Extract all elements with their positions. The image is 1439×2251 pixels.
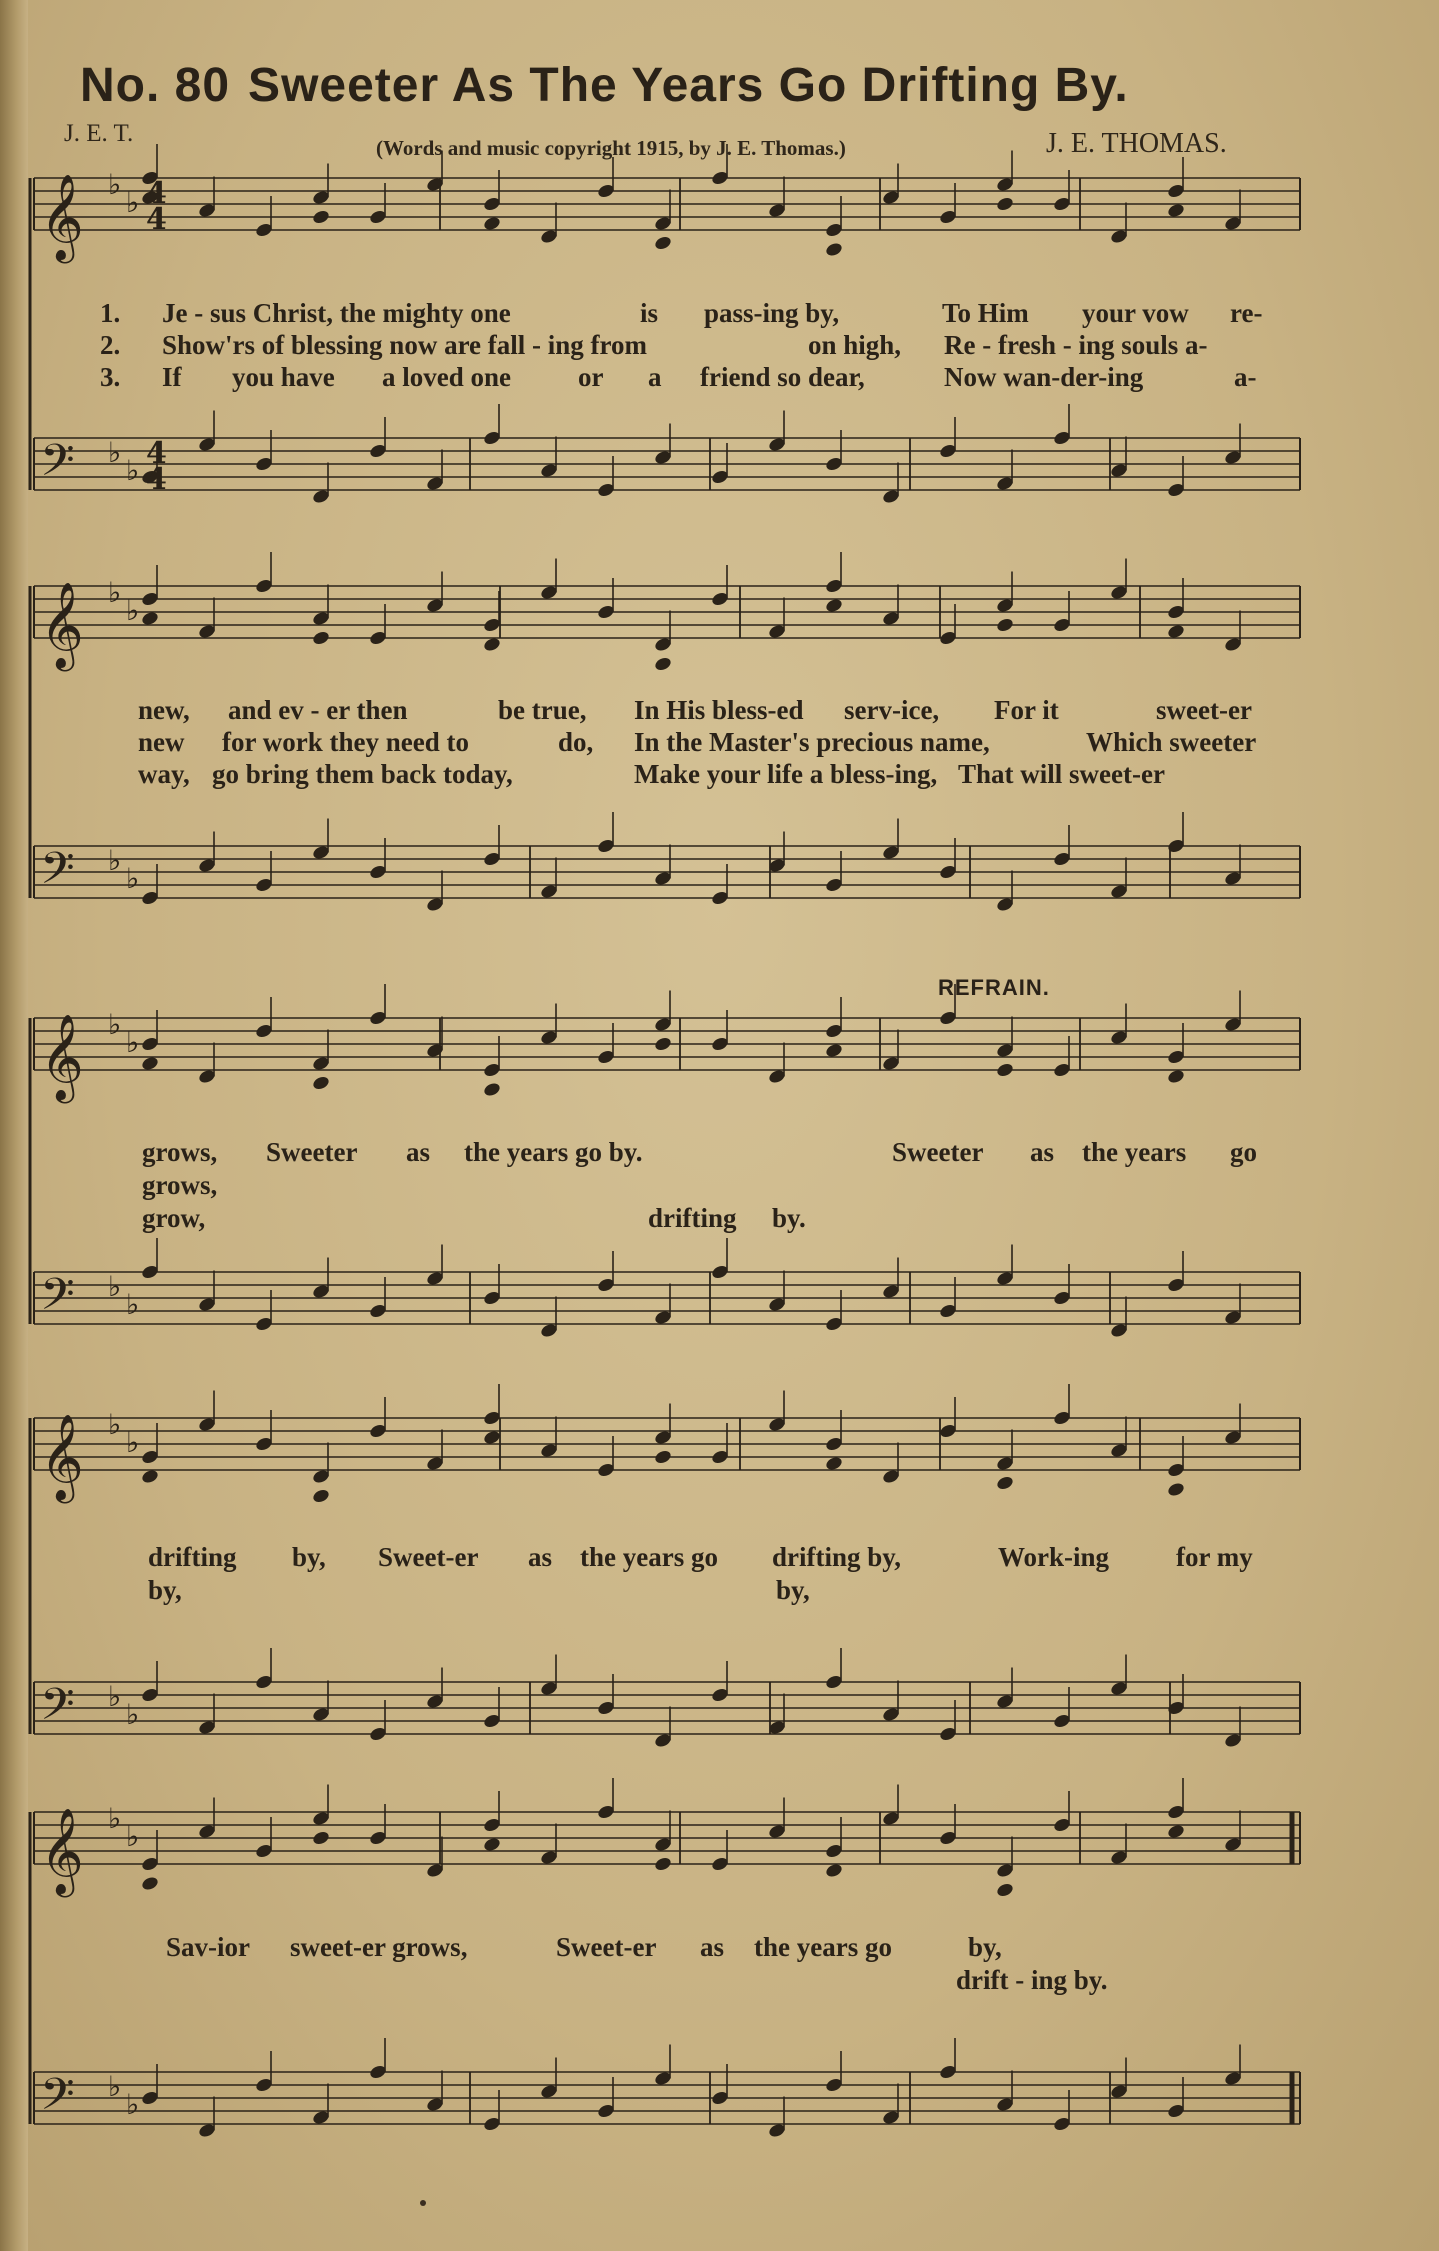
- lyric: serv-ice,: [844, 695, 940, 725]
- lyric: Sweeter: [266, 1137, 358, 1167]
- flat-icon: ♭: [108, 436, 122, 469]
- bass-clef-icon: 𝄢: [40, 1678, 75, 1741]
- flat-icon: ♭: [126, 1288, 140, 1321]
- treble-clef-icon: 𝄞: [40, 1808, 84, 1894]
- lyric: In His bless-ed: [634, 695, 804, 725]
- note-head: [1166, 1481, 1185, 1498]
- note-head: [653, 656, 672, 673]
- lyric: the years go: [580, 1542, 718, 1572]
- lyric: sweet-er grows,: [290, 1932, 468, 1962]
- treble-clef-icon: 𝄞: [40, 582, 84, 668]
- time-signature: 4: [146, 462, 167, 497]
- lyric: by.: [772, 1203, 806, 1233]
- note-head: [995, 1882, 1014, 1899]
- lyric: drifting by,: [772, 1542, 902, 1572]
- lyric: pass-ing by,: [704, 298, 840, 328]
- lyric: by,: [148, 1575, 182, 1605]
- flat-icon: ♭: [126, 1026, 140, 1059]
- flat-icon: ♭: [126, 1698, 140, 1731]
- lyric: be true,: [498, 695, 587, 725]
- words-by: J. E. T.: [64, 120, 134, 147]
- flat-icon: ♭: [108, 2070, 122, 2103]
- note-head: [995, 1062, 1014, 1079]
- lyric: for my: [1176, 1542, 1253, 1572]
- flat-icon: ♭: [108, 1408, 122, 1441]
- lyric: by,: [292, 1542, 326, 1572]
- flat-icon: ♭: [108, 576, 122, 609]
- music-by: J. E. THOMAS.: [1046, 128, 1227, 159]
- lyric: and ev - er then: [228, 695, 408, 725]
- lyric: Sweeter: [892, 1137, 984, 1167]
- flat-icon: ♭: [126, 454, 140, 487]
- lyric: do,: [558, 727, 594, 757]
- lyric: new: [138, 727, 185, 757]
- note-head: [653, 1856, 672, 1873]
- lyric: Sav-ior: [166, 1932, 250, 1962]
- hymn-number: No. 80: [80, 59, 231, 112]
- lyric: a loved one: [382, 362, 512, 392]
- flat-icon: ♭: [108, 844, 122, 877]
- hymn-title-text: Sweeter As The Years Go Drifting By.: [248, 59, 1129, 112]
- lyric: Je - sus Christ, the mighty one: [162, 298, 511, 328]
- note-head: [311, 1488, 330, 1505]
- lyric: as: [1030, 1137, 1055, 1167]
- flat-icon: ♭: [126, 186, 140, 219]
- lyric: Sweet-er: [556, 1932, 657, 1962]
- lyric: or: [578, 362, 604, 392]
- lyric: Make your life a bless-ing,: [634, 759, 938, 789]
- treble-clef-icon: 𝄞: [40, 174, 84, 260]
- bass-clef-icon: 𝄢: [40, 842, 75, 905]
- note-head: [995, 196, 1014, 213]
- lyric: To Him: [942, 298, 1029, 328]
- flat-icon: ♭: [126, 862, 140, 895]
- verse-number-1: 1.: [100, 298, 121, 328]
- lyric: as: [700, 1932, 725, 1962]
- note-head: [653, 1449, 672, 1466]
- note-head: [653, 235, 672, 252]
- lyric: the years go: [754, 1932, 892, 1962]
- note-head: [311, 630, 330, 647]
- lyric: go bring them back today,: [212, 759, 513, 789]
- lyric: grows,: [142, 1170, 218, 1200]
- lyric: on high,: [808, 330, 902, 360]
- lyric: the years go by.: [464, 1137, 643, 1167]
- lyric: way,: [138, 759, 190, 789]
- lyric: drifting: [148, 1542, 237, 1572]
- lyric: grows,: [142, 1137, 218, 1167]
- note-head: [311, 209, 330, 226]
- lyric: For it: [994, 695, 1059, 725]
- flat-icon: ♭: [126, 2088, 140, 2121]
- lyric: grow,: [142, 1203, 206, 1233]
- lyric: a-: [1234, 362, 1257, 392]
- lyric: go: [1230, 1137, 1257, 1167]
- bass-clef-icon: 𝄢: [40, 1268, 75, 1331]
- lyric: Sweet-er: [378, 1542, 479, 1572]
- note-head: [140, 1875, 159, 1892]
- lyric: sweet-er: [1156, 695, 1252, 725]
- flat-icon: ♭: [108, 1270, 122, 1303]
- lyric: by,: [968, 1932, 1002, 1962]
- lyric: a: [648, 362, 662, 392]
- bass-clef-icon: 𝄢: [40, 2068, 75, 2131]
- time-signature: 4: [146, 202, 167, 237]
- lyric: If: [162, 362, 182, 392]
- lyric: Re - fresh - ing souls a-: [944, 330, 1208, 360]
- ink-speck: [420, 2200, 426, 2206]
- lyric: is: [640, 298, 659, 328]
- lyric: Now wan-der-ing: [944, 362, 1144, 392]
- time-signature: 4: [146, 176, 167, 211]
- treble-clef-icon: 𝄞: [40, 1014, 84, 1100]
- lyric: Which sweeter: [1086, 727, 1257, 757]
- verse-number-3: 3.: [100, 362, 121, 392]
- lyric: drifting: [648, 1203, 737, 1233]
- time-signature: 4: [146, 436, 167, 471]
- lyric: That will sweet-er: [958, 759, 1165, 789]
- refrain-label: REFRAIN.: [938, 975, 1050, 1000]
- note-head: [311, 1830, 330, 1847]
- flat-icon: ♭: [126, 1820, 140, 1853]
- flat-icon: ♭: [126, 594, 140, 627]
- copyright-notice: (Words and music copyright 1915, by J. E. Thomas.): [376, 136, 846, 160]
- note-head: [311, 1075, 330, 1092]
- flat-icon: ♭: [108, 1680, 122, 1713]
- lyric: new,: [138, 695, 190, 725]
- note-head: [995, 617, 1014, 634]
- lyric: In the Master's precious name,: [634, 727, 990, 757]
- flat-icon: ♭: [108, 168, 122, 201]
- lyric: for work they need to: [222, 727, 469, 757]
- lyric: you have: [232, 362, 335, 392]
- treble-clef-icon: 𝄞: [40, 1414, 84, 1500]
- lyric: Work-ing: [998, 1542, 1110, 1572]
- bass-clef-icon: 𝄢: [40, 434, 75, 497]
- lyric: the years: [1082, 1137, 1187, 1167]
- flat-icon: ♭: [108, 1008, 122, 1041]
- lyric: drift - ing by.: [956, 1965, 1108, 1995]
- lyric: by,: [776, 1575, 810, 1605]
- lyric: re-: [1230, 298, 1263, 328]
- note-head: [653, 1036, 672, 1053]
- note-head: [995, 1475, 1014, 1492]
- verse-number-2: 2.: [100, 330, 121, 360]
- flat-icon: ♭: [126, 1426, 140, 1459]
- lyric: as: [406, 1137, 431, 1167]
- lyric: Show'rs of blessing now are fall - ing from: [162, 330, 648, 360]
- note-head: [482, 1081, 501, 1098]
- lyric: your vow: [1082, 298, 1189, 328]
- lyric: as: [528, 1542, 553, 1572]
- note-head: [824, 241, 843, 258]
- lyric: friend so dear,: [700, 362, 865, 392]
- flat-icon: ♭: [108, 1802, 122, 1835]
